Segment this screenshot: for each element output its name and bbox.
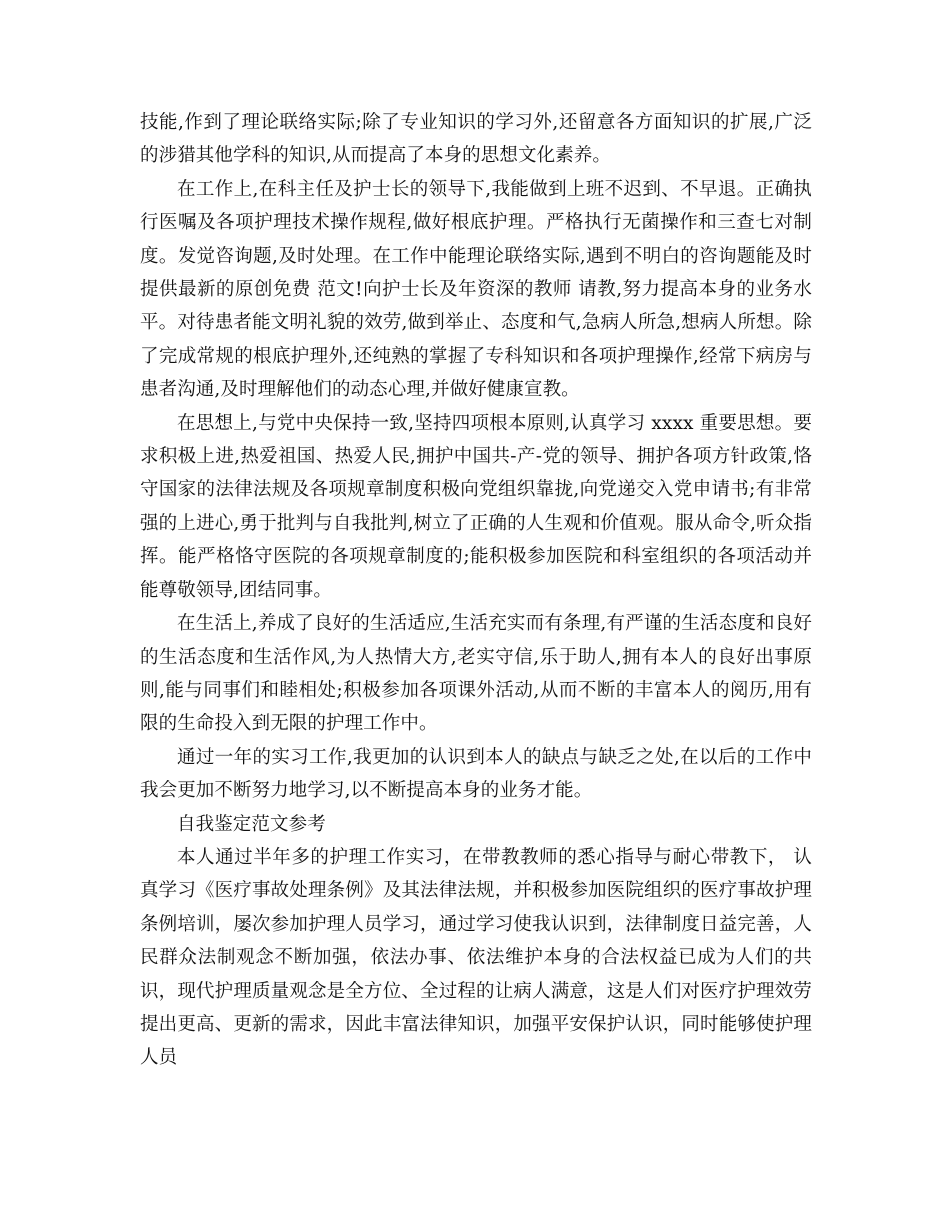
document-body <box>140 106 812 1075</box>
paragraph-summary: 通过一年的实习工作,我更加的认识到本人的缺点与缺乏之处,在以后的工作中我会更加不断努力地学习,以不断提高本身的业务才能。 <box>140 746 812 802</box>
paragraph-thought: 在思想上,与党中央保持一致,坚持四项根本原则,认真学习 xxxx 重要思想。要求积极上进,热爱祖国、热爱人民,拥护中国共-产-党的领导、拥护各项方针政策,恪守国家的法律法规及各项规章制度积极向党组织靠拢,向党递交入党申请书;有非常强的上进心,勇于批判与自我批判,树立了正确的人生观和价值观。服从命令,听众指挥。能严格恪守医院的各项规章制度的;能积极参加医院和科室组织的各项活动并能尊敬领导,团结同事。 <box>140 412 812 601</box>
paragraph-work: 在工作上,在科主任及护士长的领导下,我能做到上班不迟到、不早退。正确执行医嘱及各项护理技术操作规程,做好根底护理。严格执行无菌操作和三查七对制度。发觉咨询题,及时处理。在工作中能理论联络实际,遇到不明白的咨询题能及时提供最新的原创免费 范文!向护士长及年资深的教师 请教,努力提高本身的业务水平。对待患者能文明礼貌的效劳,做到举止、态度和气,急病人所急,想病人所想。除了完成常规的根底护理外,还纯熟的掌握了专科知识和各项护理操作,经常下病房与患者沟通,及时理解他们的动态心理,并做好健康宣教。 <box>140 178 812 401</box>
paragraph-sample: 本人通过半年多的护理工作实习，在带教教师的悉心指导与耐心带教下， 认真学习《医疗事故处理条例》及其法律法规，并积极参加医院组织的医疗事故护理条例培训，屡次参加护理人员学习，通过学习使我认识到，法律制度日益完善，人民群众法制观念不断加强，依法办事、依法维护本身的合法权益已成为人们的共识，现代护理质量观念是全方位、全过程的让病人满意，这是人们对医疗护理效劳提出更高、更新的需求，因此丰富法律知识，加强平安保护认识，同时能够使护理人员 <box>140 846 812 1069</box>
paragraph-life: 在生活上,养成了良好的生活适应,生活充实而有条理,有严谨的生活态度和良好的生活态度和生活作风,为人热情大方,老实守信,乐于助人,拥有本人的良好出事原则,能与同事们和睦相处;积极参加各项课外活动,从而不断的丰富本人的阅历,用有限的生命投入到无限的护理工作中。 <box>140 613 812 735</box>
section-heading: 自我鉴定范文参考 <box>177 813 326 835</box>
paragraph-1: 技能,作到了理论联络实际;除了专业知识的学习外,还留意各方面知识的扩展,广泛的涉猎其他学科的知识,从而提高了本身的思想文化素养。 <box>140 112 812 167</box>
